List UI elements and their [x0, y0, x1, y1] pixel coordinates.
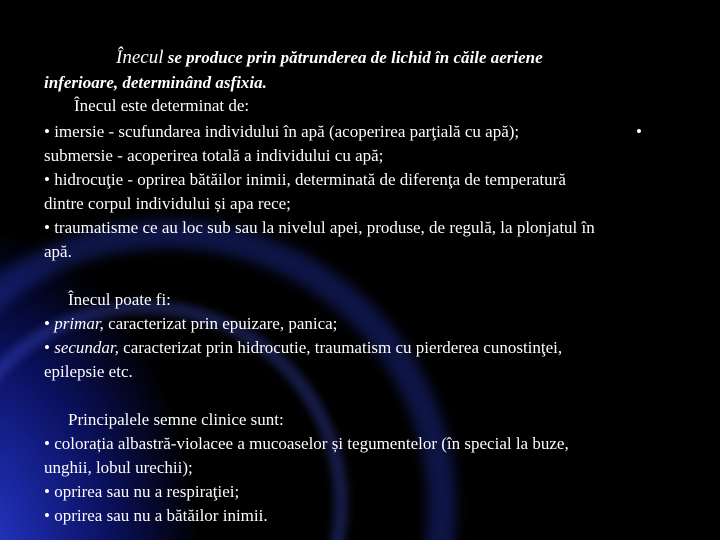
signs-line-2: unghii, lobul urechii); [44, 458, 193, 477]
types-term-secundar: secundar, [54, 338, 119, 357]
types-line-1 [44, 313, 337, 336]
types-term-primar: primar, [54, 314, 104, 333]
types-line-2-bullet: • [44, 338, 55, 357]
causes-line-3: • hidrocuţie - oprirea bătăilor inimii, determinată de diferenţa de temperatură [44, 170, 566, 189]
causes-line-2: submersie - acoperirea totală a individului cu apă; [44, 146, 384, 165]
intro-word: Înecul [116, 47, 164, 68]
types-line-2 [44, 337, 562, 360]
types-heading: Înecul poate fi: [68, 290, 171, 309]
signs-line-3: • oprirea sau nu a respiraţiei; [44, 482, 240, 501]
intro-line-1-rest: se produce prin pătrunderea de lichid în căile aeriene [163, 48, 543, 67]
types-line-1-bullet: • [44, 314, 55, 333]
signs-line-4: • oprirea sau nu a bătăilor inimii. [44, 506, 268, 525]
causes-line-1-bullet: • [636, 122, 642, 141]
intro-line-1 [116, 47, 543, 70]
types-line-1-rest: caracterizat prin epuizare, panica; [103, 314, 338, 333]
signs-heading: Principalele semne clinice sunt: [68, 410, 284, 429]
types-line-2-rest: caracterizat prin hidrocutie, traumatism cu pierderea cunostinţei, [118, 338, 563, 357]
signs-line-1: • colorația albastră-violacee a mucoaselor și tegumentelor (în special la buze, [44, 434, 569, 453]
causes-line-6: apă. [44, 242, 72, 261]
causes-line-4: dintre corpul individului și apa rece; [44, 194, 291, 213]
causes-heading: Înecul este determinat de: [74, 96, 250, 115]
intro-line-2: inferioare, determinând asfixia. [44, 73, 267, 92]
causes-line-1: • imersie - scufundarea individului în apă (acoperirea parţială cu apă); [44, 122, 520, 141]
types-line-3: epilepsie etc. [44, 362, 133, 381]
causes-line-5: • traumatisme ce au loc sub sau la nivelul apei, produse, de regulă, la plonjatul în [44, 218, 595, 237]
